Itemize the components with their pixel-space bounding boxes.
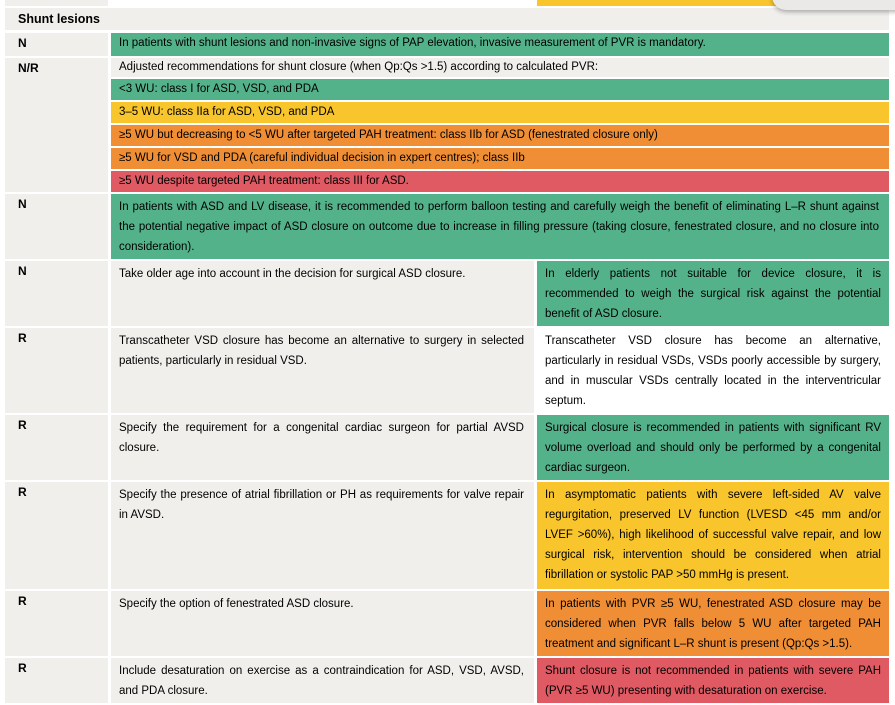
table-row xyxy=(5,482,889,589)
old-recommendation-cell: Transcatheter VSD closure has become an alternative to surgery in selected patients, particularly in residual VSD. xyxy=(111,328,534,413)
recommendations-table xyxy=(5,0,889,705)
row-label: N xyxy=(5,194,108,259)
table-row xyxy=(5,591,889,656)
partial-top-row xyxy=(5,0,889,6)
old-recommendation-cell: Take older age into account in the decision for surgical ASD closure. xyxy=(111,261,534,326)
section-header: Shunt lesions xyxy=(5,8,889,30)
row-label: R xyxy=(5,658,108,703)
cutoff-overlay-card xyxy=(772,0,895,10)
table-row xyxy=(5,658,889,703)
row-label: N xyxy=(5,33,108,56)
new-recommendation-cell: Surgical closure is recommended in patients with significant RV volume overload and should only be performed by a congenital cardiac surgeon. xyxy=(537,415,889,480)
class-bar-orange: ≥5 WU but decreasing to <5 WU after targeted PAH treatment: class IIb for ASD (fenestrated closure only) xyxy=(111,125,889,146)
row-label: R xyxy=(5,415,108,480)
class-bar-yellow: 3–5 WU: class IIa for ASD, VSD, and PDA xyxy=(111,102,889,123)
old-recommendation-cell: Specify the presence of atrial fibrillation or PH as requirements for valve repair in AVSD. xyxy=(111,482,534,589)
new-recommendation-cell: Transcatheter VSD closure has become an alternative, particularly in residual VSDs, VSDs poorly accessible by surgery, and in muscular VSDs centrally located in the interventricular septum. xyxy=(545,335,881,407)
new-recommendation-cell: In asymptomatic patients with severe left-sided AV valve regurgitation, preserved LV function (LVESD <45 mm and/or LVEF >60%), high likelihood of successful valve repair, and low surgical risk, intervention should be considered when atrial fibrillation or systolic PAP >50 mmHg is present. xyxy=(537,482,889,589)
row-label: R xyxy=(5,591,108,656)
new-recommendation-cell: In elderly patients not suitable for device closure, it is recommended to weigh the surgical risk against the potential benefit of ASD closure. xyxy=(537,261,889,326)
class-bar-green: <3 WU: class I for ASD, VSD, and PDA xyxy=(111,79,889,100)
row-label: N/R xyxy=(5,58,108,192)
table-row xyxy=(5,194,889,259)
partial-middle-cell xyxy=(111,0,534,6)
partial-label-cell xyxy=(5,0,108,6)
table-row xyxy=(5,33,889,56)
table-row xyxy=(5,415,889,480)
new-recommendation-cell: Shunt closure is not recommended in patients with severe PAH (PVR ≥5 WU) presenting with desaturation on exercise. xyxy=(537,658,889,703)
old-recommendation-cell: Specify the option of fenestrated ASD closure. xyxy=(111,591,534,656)
row-label: R xyxy=(5,482,108,589)
old-recommendation-cell: Specify the requirement for a congenital cardiac surgeon for partial AVSD closure. xyxy=(111,415,534,480)
recommendation-span-cell: In patients with shunt lesions and non-invasive signs of PAP elevation, invasive measurement of PVR is mandatory. xyxy=(111,33,889,56)
class-bar-red: ≥5 WU despite targeted PAH treatment: class III for ASD. xyxy=(111,171,889,192)
graded-intro-text: Adjusted recommendations for shunt closure (when Qp:Qs >1.5) according to calculated PVR: xyxy=(111,58,889,77)
table-row xyxy=(5,261,889,326)
class-bar-orange: ≥5 WU for VSD and PDA (careful individual decision in expert centres); class IIb xyxy=(111,148,889,169)
new-recommendation-cell: In patients with PVR ≥5 WU, fenestrated ASD closure may be considered when PVR falls below 5 WU after targeted PAH treatment and significant L–R shunt is present (Qp:Qs >1.5). xyxy=(537,591,889,656)
table-row xyxy=(5,58,889,192)
old-recommendation-cell: Include desaturation on exercise as a contraindication for ASD, VSD, AVSD, and PDA closure. xyxy=(111,658,534,703)
table-row xyxy=(5,328,889,413)
recommendation-span-cell: In patients with ASD and LV disease, it is recommended to perform balloon testing and carefully weigh the benefit of eliminating L–R shunt against the potential negative impact of ASD closure on outcome due to increase in filling pressure (taking closure, fenestrated closure, and no closure into consideration). xyxy=(111,194,889,259)
row-label: R xyxy=(5,328,108,413)
graded-recommendations xyxy=(111,58,889,192)
row-label: N xyxy=(5,261,108,326)
